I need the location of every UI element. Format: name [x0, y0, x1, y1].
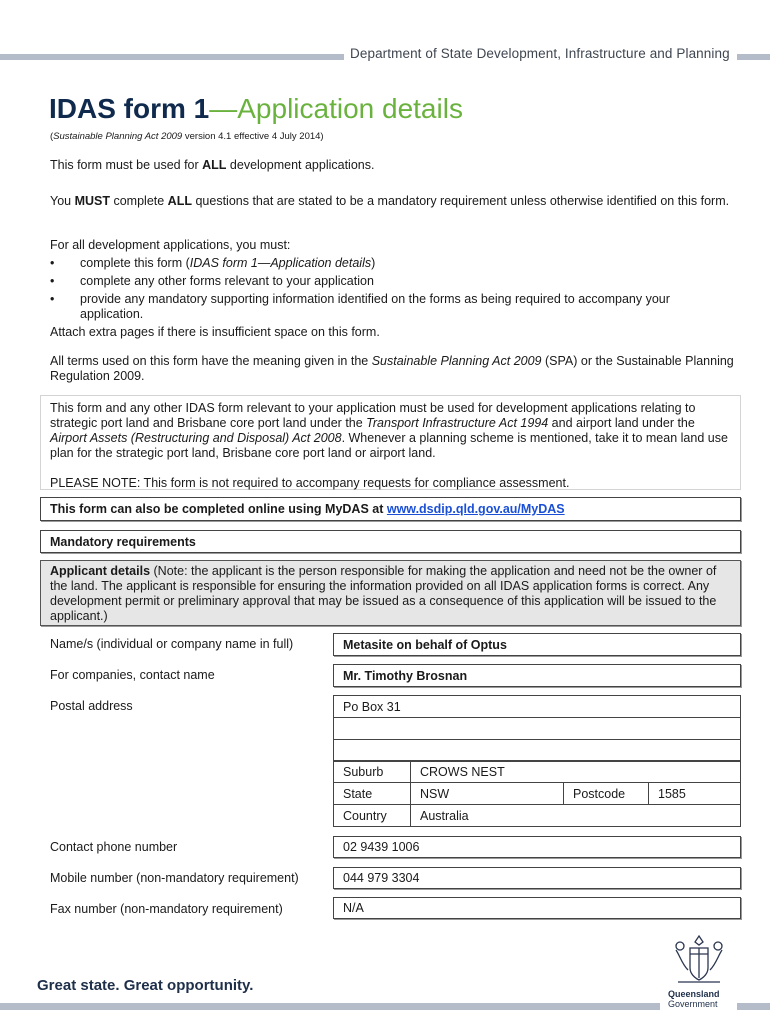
header-band	[0, 54, 344, 60]
title-rest: —Application details	[209, 93, 463, 124]
mandatory-heading: Mandatory requirements	[40, 530, 741, 553]
postal-line-2[interactable]	[333, 717, 741, 740]
subtitle: (Sustainable Planning Act 2009 version 4.1 effective 4 July 2014)	[50, 131, 324, 142]
footer-slogan: Great state. Great opportunity.	[37, 977, 254, 994]
intro-p2: You MUST complete ALL questions that are stated to be a mandatory requirement unless otherwise identified on this form.	[50, 194, 730, 208]
state-label: State	[333, 782, 411, 805]
mydas-link[interactable]: www.dsdip.qld.gov.au/MyDAS	[386, 502, 565, 516]
postcode-label: Postcode	[563, 782, 649, 805]
contact-label: For companies, contact name	[50, 668, 215, 682]
online-box: This form can also be completed online using MyDAS at www.dsdip.qld.gov.au/MyDAS	[40, 497, 741, 521]
postcode-field[interactable]: 1585	[648, 782, 741, 805]
fax-label: Fax number (non-mandatory requirement)	[50, 902, 283, 916]
mobile-field[interactable]: 044 979 3304	[333, 867, 741, 889]
queensland-crest-icon	[668, 932, 730, 990]
postal-line-3[interactable]	[333, 739, 741, 762]
postal-label: Postal address	[50, 699, 133, 713]
name-label: Name/s (individual or company name in full)	[50, 637, 294, 651]
page-title	[49, 92, 463, 126]
suburb-label: Suburb	[333, 760, 411, 783]
country-label: Country	[333, 804, 411, 827]
applicant-details-box: Applicant details (Note: the applicant is the person responsible for making the application and need not be the owner of the land. The applicant is responsible for ensuring the information provided on all IDAS application forms is correct. Any development permit or preliminary approval that may be issued as a consequence of this application will be issued to the applicant.)	[40, 560, 741, 626]
suburb-field[interactable]: CROWS NEST	[410, 760, 741, 783]
notice-text: This form and any other IDAS form relevant to your application must be used for development applications relating to strategic port land and Brisbane core port land under the Transport Infrastructure Act 1994 and airport land under the Airport Assets (Restructuring and Disposal) Act 2008. Whenever a planning scheme is mentioned, take it to mean land use plan for the strategic port land, Brisbane core port land or airport land.	[50, 401, 728, 460]
notice-note: PLEASE NOTE: This form is not required to accompany requests for compliance assessment.	[50, 476, 570, 490]
intro-p3: For all development applications, you must:	[50, 238, 291, 252]
intro-p5: All terms used on this form have the meaning given in the Sustainable Planning Act 2009 (SPA) or the Sustainable Planning Regulation 2009.	[50, 354, 734, 383]
phone-label: Contact phone number	[50, 840, 178, 854]
contact-name-field[interactable]: Mr. Timothy Brosnan	[333, 664, 741, 687]
state-field[interactable]: NSW	[410, 782, 564, 805]
logo-text: Queensland Government	[668, 989, 720, 1009]
department-name: Department of State Development, Infrastructure and Planning	[350, 46, 730, 61]
intro-p4: Attach extra pages if there is insufficient space on this form.	[50, 325, 380, 339]
intro-p1: This form must be used for ALL development applications.	[50, 158, 375, 172]
footer-band	[0, 1003, 660, 1010]
footer-band-right	[737, 1003, 770, 1010]
country-field[interactable]: Australia	[410, 804, 741, 827]
title-bold: IDAS form 1	[49, 93, 210, 124]
fax-field[interactable]: N/A	[333, 897, 741, 919]
postal-line-1[interactable]: Po Box 31	[333, 695, 741, 718]
notice-box	[40, 395, 741, 490]
name-field[interactable]: Metasite on behalf of Optus	[333, 633, 741, 656]
phone-field[interactable]: 02 9439 1006	[333, 836, 741, 858]
mobile-label: Mobile number (non-mandatory requirement)	[50, 871, 299, 885]
header-band-right	[737, 54, 770, 60]
